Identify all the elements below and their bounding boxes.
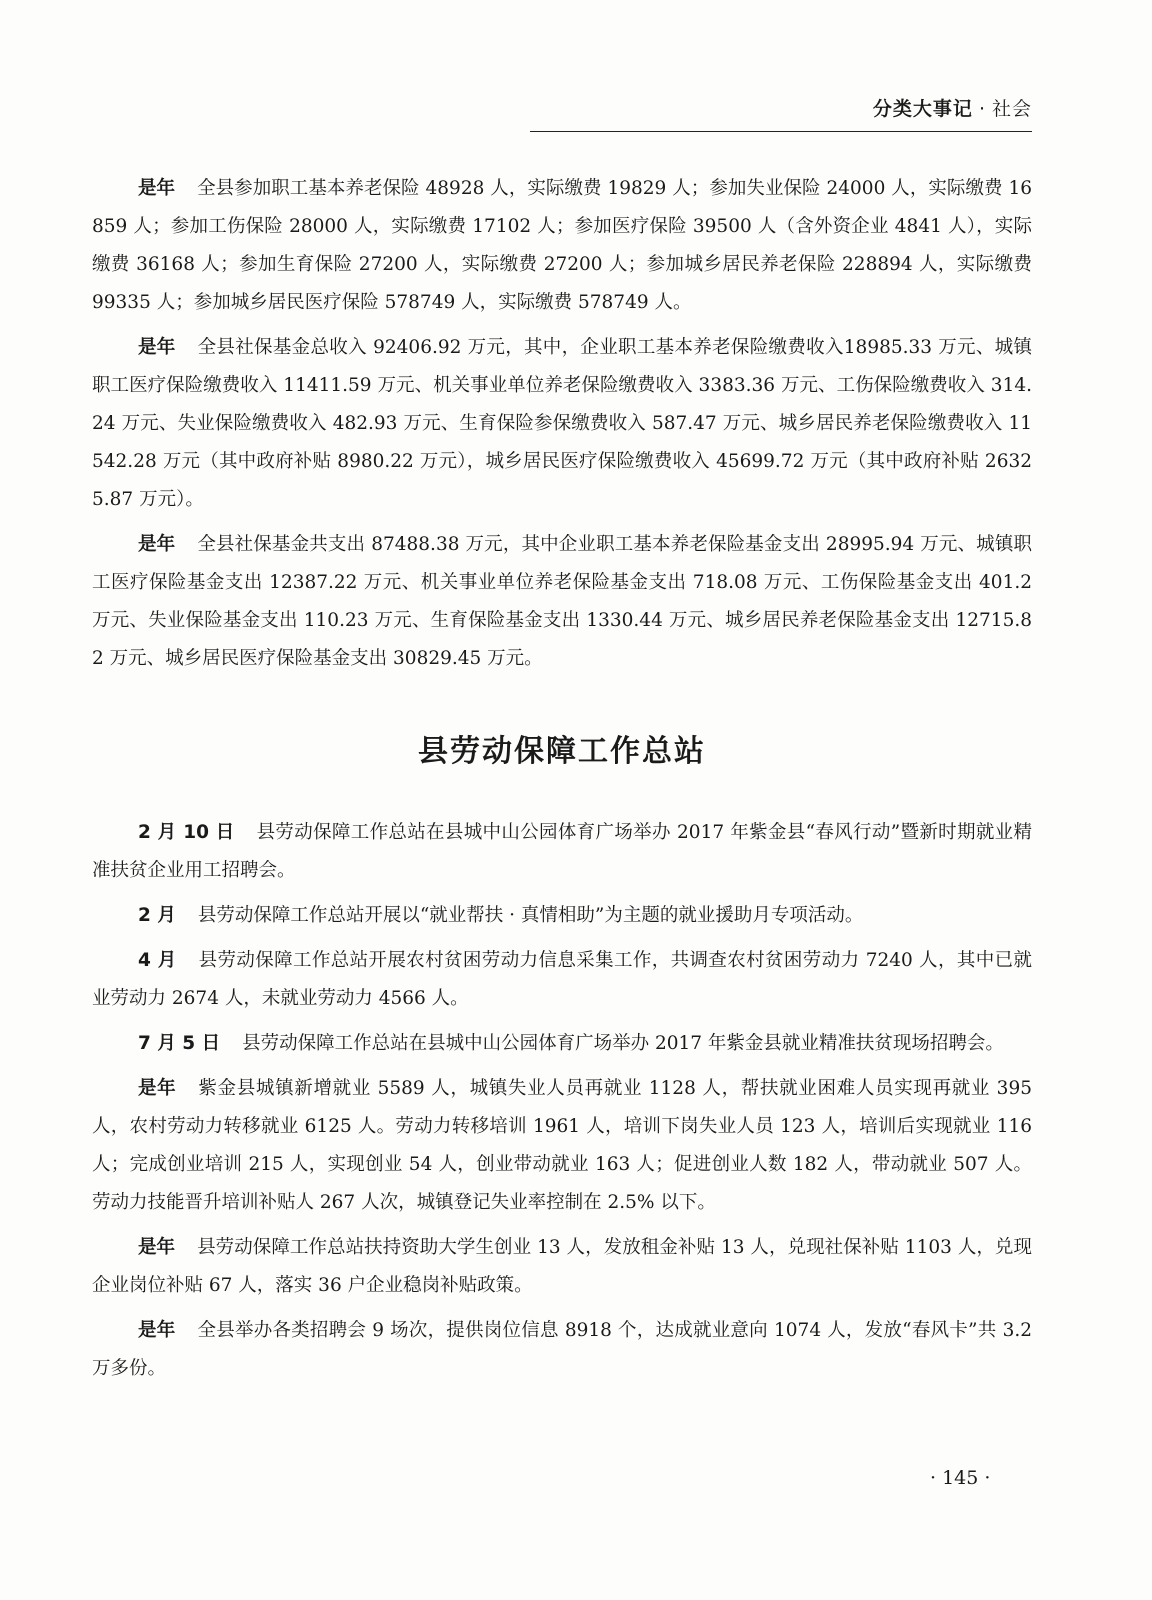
header-category: 分类大事记 [872, 98, 973, 120]
event-entry [92, 897, 1032, 935]
header-subcategory: 社会 [991, 98, 1032, 120]
event-date: 2 月 10 日 [138, 822, 235, 843]
event-entry [92, 814, 1032, 890]
event-text: 全县举办各类招聘会 9 场次，提供岗位信息 8918 个，达成就业意向 1074 人，发放“春风卡”共 3.2 万多份。 [92, 1320, 1032, 1379]
running-header [873, 94, 1032, 121]
event-text: 全县社保基金总收入 92406.92 万元，其中，企业职工基本养老保险缴费收入18985.33 万元、城镇职工医疗保险缴费收入 11411.59 万元、机关事业单位养老保险缴费收入 3383.36 万元、工伤保险缴费收入 314.24 万元、失业保险缴费收入 482.93 万元、生育保险参保缴费收入 587.47 万元、城乡居民养老保险缴费收入 11542.28 万元（其中政府补贴 8980.22 万元），城乡居民医疗保险缴费收入 45699.72 万元（其中政府补贴 26325.87 万元）。 [92, 337, 1032, 510]
event-date: 是年 [138, 1237, 176, 1258]
event-date: 是年 [138, 178, 176, 199]
event-text: 紫金县城镇新增就业 5589 人，城镇失业人员再就业 1128 人，帮扶就业困难人员实现再就业 395 人，农村劳动力转移就业 6125 人。劳动力转移培训 1961 人，培训下岗失业人员 123 人，培训后实现就业 116 人；完成创业培训 215 人，实现创业 54 人，创业带动就业 163 人；促进创业人数 182 人，带动就业 507 人。劳动力技能晋升培训补贴人 267 人次，城镇登记失业率控制在 2.5% 以下。 [92, 1078, 1032, 1213]
page-content [92, 170, 1032, 1395]
event-text: 县劳动保障工作总站开展以“就业帮扶 · 真情相助”为主题的就业援助月专项活动。 [197, 905, 864, 926]
event-date: 是年 [138, 1078, 177, 1099]
event-text: 全县社保基金共支出 87488.38 万元，其中企业职工基本养老保险基金支出 28995.94 万元、城镇职工医疗保险基金支出 12387.22 万元、机关事业单位养老保险基金支出 718.08 万元、工伤保险基金支出 401.2 万元、失业保险基金支出 110.23 万元、生育保险基金支出 1330.44 万元、城乡居民养老保险基金支出 12715.82 万元、城乡居民医疗保险基金支出 30829.45 万元。 [92, 534, 1032, 669]
event-date: 2 月 [138, 905, 176, 926]
event-date: 是年 [138, 534, 176, 555]
event-entry [92, 170, 1032, 322]
header-separator: · [978, 98, 986, 120]
event-date: 是年 [138, 337, 176, 358]
event-entry [92, 942, 1032, 1018]
labor-security-section [92, 814, 1032, 1388]
event-entry [92, 1070, 1032, 1222]
social-insurance-section [92, 170, 1032, 678]
page-number: · 145 · [930, 1467, 991, 1489]
header-rule [530, 131, 1032, 132]
event-date: 4 月 [138, 950, 177, 971]
event-text: 县劳动保障工作总站开展农村贫困劳动力信息采集工作，共调查农村贫困劳动力 7240 人，其中已就业劳动力 2674 人，未就业劳动力 4566 人。 [92, 950, 1032, 1009]
event-text: 县劳动保障工作总站在县城中山公园体育广场举办 2017 年紫金县“春风行动”暨新时期就业精准扶贫企业用工招聘会。 [92, 822, 1032, 881]
event-text: 县劳动保障工作总站扶持资助大学生创业 13 人，发放租金补贴 13 人，兑现社保补贴 1103 人，兑现企业岗位补贴 67 人，落实 36 户企业稳岗补贴政策。 [92, 1237, 1032, 1296]
event-date: 7 月 5 日 [138, 1033, 221, 1054]
event-entry [92, 329, 1032, 519]
event-entry [92, 1312, 1032, 1388]
event-text: 全县参加职工基本养老保险 48928 人，实际缴费 19829 人；参加失业保险 24000 人，实际缴费 16859 人；参加工伤保险 28000 人，实际缴费 17102 人；参加医疗保险 39500 人（含外资企业 4841 人），实际缴费 36168 人；参加生育保险 27200 人，实际缴费 27200 人；参加城乡居民养老保险 228894 人，实际缴费 99335 人；参加城乡居民医疗保险 578749 人，实际缴费 578749 人。 [92, 178, 1032, 313]
event-entry [92, 526, 1032, 678]
event-date: 是年 [138, 1320, 176, 1341]
event-entry [92, 1229, 1032, 1305]
event-entry [92, 1025, 1032, 1063]
event-text: 县劳动保障工作总站在县城中山公园体育广场举办 2017 年紫金县就业精准扶贫现场招聘会。 [242, 1033, 1004, 1054]
section-title: 县劳动保障工作总站 [418, 734, 706, 769]
